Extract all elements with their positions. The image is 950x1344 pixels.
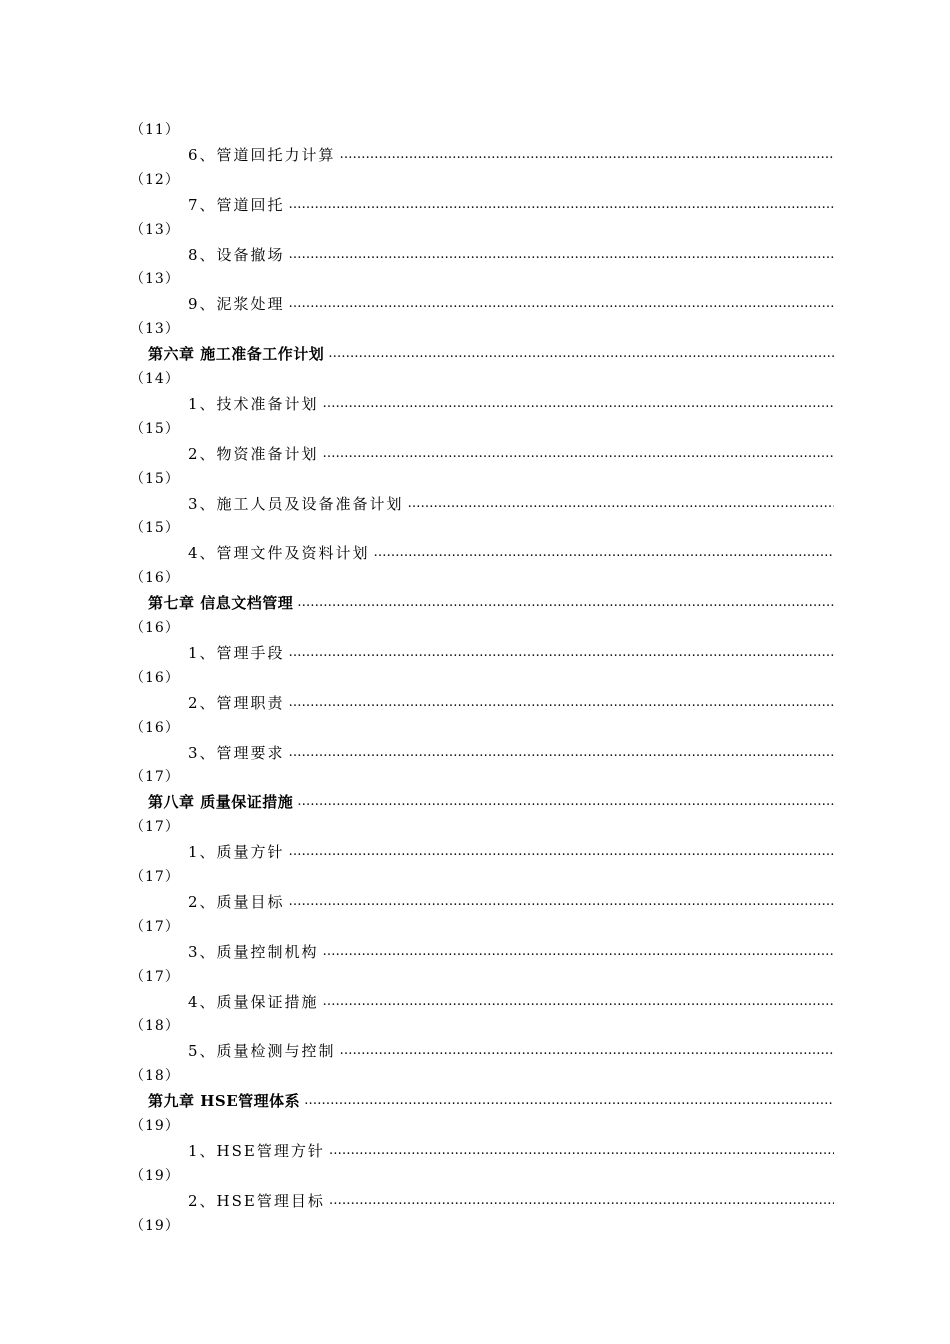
toc-page-number: （17） bbox=[130, 819, 180, 835]
toc-chapter-entry bbox=[148, 590, 834, 616]
toc-page-number: （15） bbox=[130, 471, 180, 487]
toc-section-title: 3、施工人员及设备准备计划 bbox=[188, 495, 404, 513]
toc-section-title: 2、HSE管理目标 bbox=[188, 1192, 325, 1210]
toc-section-title: 3、管理要求 bbox=[188, 744, 285, 762]
toc-chapter-title: 第六章 施工准备工作计划 bbox=[148, 345, 325, 363]
toc-section-entry bbox=[188, 989, 834, 1015]
toc-page-number: （18） bbox=[130, 1018, 180, 1034]
toc-page-number: （17） bbox=[130, 969, 180, 985]
toc-section-title: 4、管理文件及资料计划 bbox=[188, 544, 370, 562]
toc-section-entry bbox=[188, 1038, 834, 1064]
toc-page-number: （17） bbox=[130, 769, 180, 785]
toc-dot-leader bbox=[289, 740, 834, 766]
toc-section-title: 2、物资准备计划 bbox=[188, 445, 319, 463]
toc-section-title: 1、质量方针 bbox=[188, 843, 285, 861]
toc-dot-leader bbox=[323, 391, 834, 417]
toc-section-entry bbox=[188, 491, 834, 517]
toc-section-entry bbox=[188, 1138, 834, 1164]
toc-page-number: （18） bbox=[130, 1068, 180, 1084]
toc-dot-leader bbox=[329, 1138, 834, 1164]
toc-section-title: 3、质量控制机构 bbox=[188, 943, 319, 961]
toc-dot-leader bbox=[289, 242, 834, 268]
toc-section-title: 4、质量保证措施 bbox=[188, 993, 319, 1011]
toc-section-entry bbox=[188, 640, 834, 666]
toc-page-number: （16） bbox=[130, 620, 180, 636]
toc-dot-leader bbox=[297, 590, 834, 616]
toc-section-entry bbox=[188, 690, 834, 716]
toc-section-entry bbox=[188, 441, 834, 467]
toc-section-entry bbox=[188, 192, 834, 218]
toc-page-number: （19） bbox=[130, 1168, 180, 1184]
toc-section-title: 1、技术准备计划 bbox=[188, 395, 319, 413]
toc-page-number: （17） bbox=[130, 869, 180, 885]
toc-page-number: （16） bbox=[130, 670, 180, 686]
toc-dot-leader bbox=[297, 789, 834, 815]
toc-section-entry bbox=[188, 939, 834, 965]
toc-chapter-entry bbox=[148, 1088, 834, 1114]
toc-dot-leader bbox=[304, 1088, 834, 1114]
toc-dot-leader bbox=[289, 690, 834, 716]
toc-chapter-entry bbox=[148, 789, 834, 815]
toc-chapter-title: 第七章 信息文档管理 bbox=[148, 594, 294, 612]
toc-section-entry bbox=[188, 391, 834, 417]
toc-page-number: （11） bbox=[130, 122, 180, 138]
toc-dot-leader bbox=[328, 341, 834, 367]
toc-chapter-title: 第九章 HSE管理体系 bbox=[148, 1092, 301, 1110]
toc-dot-leader bbox=[289, 291, 834, 317]
toc-section-entry bbox=[188, 242, 834, 268]
toc-section-title: 8、设备撤场 bbox=[188, 246, 285, 264]
toc-dot-leader bbox=[323, 441, 834, 467]
toc-dot-leader bbox=[289, 889, 834, 915]
toc-section-entry bbox=[188, 1188, 834, 1214]
toc-page-number: （14） bbox=[130, 371, 180, 387]
toc-section-entry bbox=[188, 889, 834, 915]
toc-section-entry bbox=[188, 142, 834, 168]
toc-section-title: 6、管道回托力计算 bbox=[188, 146, 336, 164]
toc-dot-leader bbox=[340, 1038, 834, 1064]
toc-page-number: （19） bbox=[130, 1218, 180, 1234]
toc-section-entry bbox=[188, 839, 834, 865]
toc-section-title: 1、HSE管理方针 bbox=[188, 1142, 325, 1160]
toc-section-entry bbox=[188, 291, 834, 317]
toc-page-number: （13） bbox=[130, 222, 180, 238]
toc-dot-leader bbox=[323, 939, 834, 965]
toc-section-entry bbox=[188, 540, 834, 566]
toc-section-title: 2、管理职责 bbox=[188, 694, 285, 712]
toc-page-number: （15） bbox=[130, 421, 180, 437]
toc-section-title: 9、泥浆处理 bbox=[188, 295, 285, 313]
toc-dot-leader bbox=[323, 989, 834, 1015]
toc-dot-leader bbox=[374, 540, 834, 566]
toc-dot-leader bbox=[289, 640, 834, 666]
toc-dot-leader bbox=[329, 1188, 834, 1214]
toc-dot-leader bbox=[408, 491, 834, 517]
toc-section-title: 7、管道回托 bbox=[188, 196, 285, 214]
toc-page-number: （17） bbox=[130, 919, 180, 935]
toc-page-number: （15） bbox=[130, 520, 180, 536]
toc-chapter-entry bbox=[148, 341, 834, 367]
toc-page-number: （13） bbox=[130, 321, 180, 337]
toc-dot-leader bbox=[289, 192, 834, 218]
toc-page-number: （12） bbox=[130, 172, 180, 188]
toc-section-title: 5、质量检测与控制 bbox=[188, 1042, 336, 1060]
toc-dot-leader bbox=[289, 839, 834, 865]
toc-dot-leader bbox=[340, 142, 834, 168]
toc-page-number: （16） bbox=[130, 720, 180, 736]
toc-section-entry bbox=[188, 740, 834, 766]
toc-chapter-title: 第八章 质量保证措施 bbox=[148, 793, 294, 811]
toc-page-number: （19） bbox=[130, 1118, 180, 1134]
toc-section-title: 2、质量目标 bbox=[188, 893, 285, 911]
toc-page-number: （13） bbox=[130, 271, 180, 287]
toc-section-title: 1、管理手段 bbox=[188, 644, 285, 662]
toc-page-number: （16） bbox=[130, 570, 180, 586]
